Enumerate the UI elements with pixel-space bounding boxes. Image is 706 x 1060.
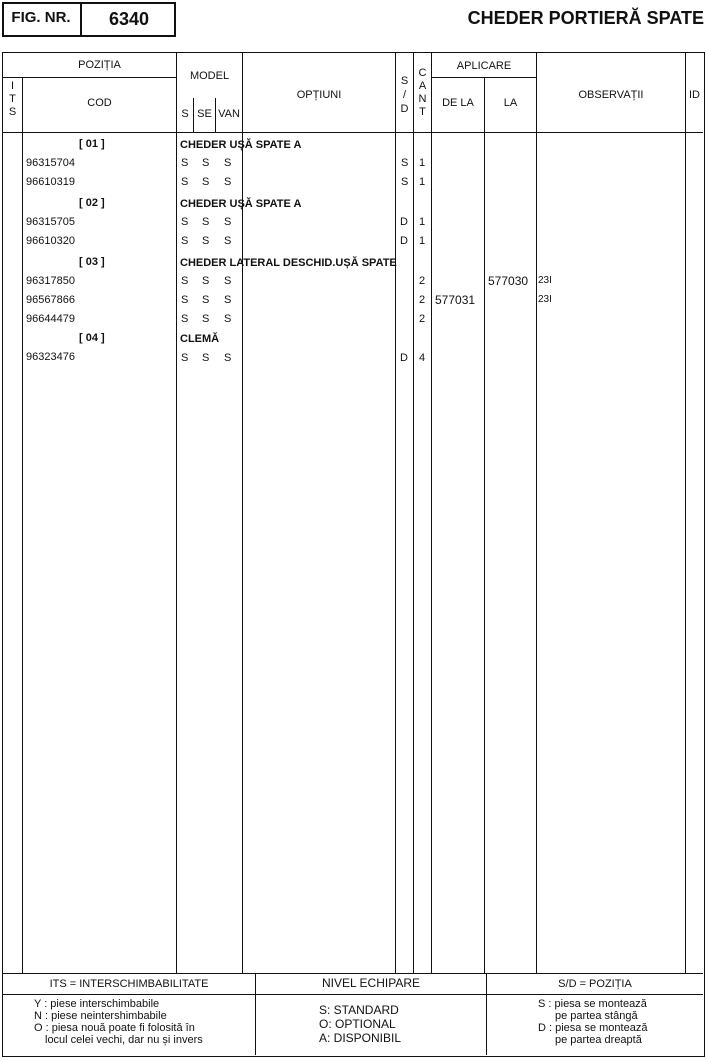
its-legend-title: ITS = INTERSCHIMBABILITATE [49, 978, 209, 990]
sd-legend-line: pe partea stângă [555, 1010, 638, 1022]
col-header-pozitia: POZIȚIA [78, 59, 121, 71]
figure-number: 6340 [108, 9, 150, 29]
divider [3, 973, 703, 974]
model-s: S [181, 294, 189, 306]
position-sd: S [401, 176, 409, 188]
part-code: 96610320 [26, 235, 75, 247]
part-code: 96644479 [26, 313, 75, 325]
col-header-de-la: DE LA [442, 97, 474, 109]
divider [431, 77, 536, 78]
model-se: S [202, 235, 210, 247]
nivel-legend-title: NIVEL ECHIPARE [321, 976, 421, 990]
model-van: S [224, 313, 232, 325]
part-code: 96610319 [26, 176, 75, 188]
applic-to: 577030 [488, 274, 529, 288]
divider [484, 78, 485, 973]
group-ref: [ 04 ] [79, 332, 105, 344]
group-desc: CHEDER UȘĂ SPATE A [180, 198, 302, 210]
col-header-observatii: OBSERVAȚII [578, 89, 644, 101]
part-code: 96315705 [26, 216, 75, 228]
its-legend-line: N : piese neintershimbabile [34, 1010, 167, 1022]
col-header-sd: S / D [400, 75, 409, 115]
col-header-model-van: VAN [218, 108, 240, 120]
model-s: S [181, 157, 189, 169]
group-ref: [ 01 ] [79, 138, 105, 150]
part-code: 96323476 [26, 351, 75, 363]
col-header-cod: COD [87, 97, 112, 109]
quantity: 1 [419, 235, 426, 247]
quantity: 2 [419, 313, 426, 325]
position-sd: D [400, 216, 408, 228]
col-header-model-s: S [181, 108, 189, 120]
model-s: S [181, 176, 189, 188]
position-sd: D [400, 235, 408, 247]
divider [3, 77, 176, 78]
model-s: S [181, 313, 189, 325]
col-header-model: MODEL [189, 70, 230, 82]
part-code: 96315704 [26, 157, 75, 169]
model-se: S [202, 176, 210, 188]
divider [22, 77, 23, 973]
col-header-aplicare: APLICARE [456, 60, 512, 72]
model-s: S [181, 352, 189, 364]
quantity: 4 [419, 352, 426, 364]
col-header-id: ID [689, 89, 700, 101]
col-header-its: I T S [8, 80, 17, 118]
divider [536, 53, 537, 973]
col-header-model-se: SE [197, 108, 212, 120]
model-van: S [224, 235, 232, 247]
sd-legend-line: D : piesa se montează [538, 1022, 648, 1034]
model-van: S [224, 216, 232, 228]
model-se: S [202, 275, 210, 287]
col-header-optiuni: OPȚIUNI [296, 89, 342, 101]
position-sd: D [400, 352, 408, 364]
model-se: S [202, 157, 210, 169]
position-sd: S [401, 157, 409, 169]
divider [242, 53, 243, 973]
its-legend-line: locul celei vechi, dar nu și invers [45, 1034, 203, 1046]
nivel-legend-line: O: OPTIONAL [319, 1017, 396, 1031]
model-van: S [224, 176, 232, 188]
divider [395, 53, 396, 973]
part-code: 96317850 [26, 275, 75, 287]
page-title: CHEDER PORTIERĂ SPATE [467, 8, 704, 28]
observation: 23I [538, 275, 552, 286]
its-legend-line: Y : piese interschimbabile [34, 998, 160, 1010]
divider [413, 53, 414, 973]
divider [3, 994, 703, 995]
quantity: 2 [419, 294, 426, 306]
model-se: S [202, 313, 210, 325]
divider [176, 53, 177, 973]
quantity: 2 [419, 275, 426, 287]
applic-from: 577031 [435, 293, 476, 307]
sd-legend-line: S : piesa se montează [538, 998, 647, 1010]
model-s: S [181, 216, 189, 228]
its-legend-line: O : piesa nouă poate fi folosită în [34, 1022, 195, 1034]
nivel-legend-line: A: DISPONIBIL [319, 1031, 402, 1045]
col-header-cant: C A N T [418, 67, 427, 118]
model-s: S [181, 275, 189, 287]
group-desc: CHEDER LATERAL DESCHID.UȘĂ SPATE [180, 257, 397, 269]
sd-legend-title: S/D = POZIȚIA [558, 978, 632, 990]
group-ref: [ 03 ] [79, 256, 105, 268]
model-van: S [224, 294, 232, 306]
model-van: S [224, 352, 232, 364]
group-ref: [ 02 ] [79, 197, 105, 209]
group-desc: CHEDER UȘĂ SPATE A [180, 139, 302, 151]
quantity: 1 [419, 216, 426, 228]
part-code: 96567866 [26, 294, 75, 306]
model-van: S [224, 157, 232, 169]
model-van: S [224, 275, 232, 287]
divider [685, 53, 686, 973]
observation: 23I [538, 294, 552, 305]
parts-table [2, 52, 705, 1057]
quantity: 1 [419, 157, 426, 169]
model-s: S [181, 235, 189, 247]
model-se: S [202, 352, 210, 364]
model-se: S [202, 216, 210, 228]
quantity: 1 [419, 176, 426, 188]
divider [3, 132, 703, 133]
sd-legend-line: pe partea dreaptă [555, 1034, 642, 1046]
model-se: S [202, 294, 210, 306]
nivel-legend-line: S: STANDARD [319, 1003, 399, 1017]
col-header-la: LA [503, 97, 518, 109]
divider [431, 53, 432, 973]
group-desc: CLEMĂ [180, 333, 220, 345]
figure-label: FIG. NR. [2, 2, 82, 37]
